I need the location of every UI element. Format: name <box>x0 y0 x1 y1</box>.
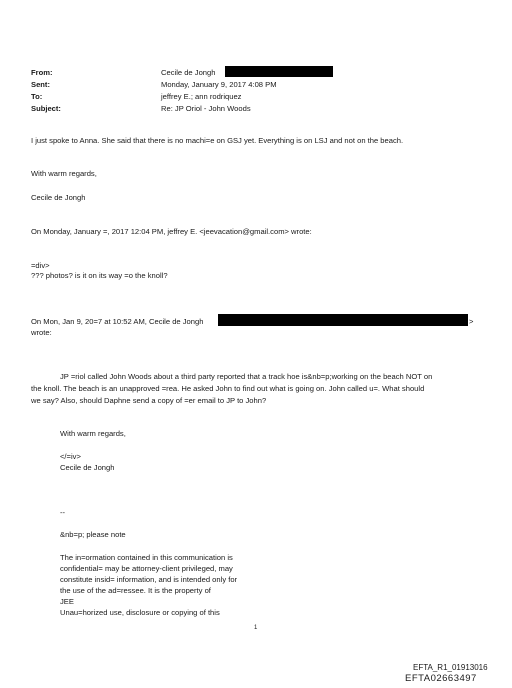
notice-line: constitute insid= information, and is intended only for <box>60 575 238 584</box>
notice-line: Unau=horized use, disclosure or copying of this <box>60 608 220 617</box>
notice-line: The in=ormation contained in this communication is <box>60 553 233 562</box>
quote-wrote: wrote: <box>31 328 52 337</box>
subject-value: Re: JP Oriol - John Woods <box>161 104 251 113</box>
regards-line: With warm regards, <box>60 429 126 438</box>
signature-name: Cecile de Jongh <box>60 463 115 472</box>
redaction-bar <box>225 66 333 77</box>
from-label: From: <box>31 68 53 77</box>
question-line: ??? photos? is it on its way =o the knoll? <box>31 271 168 280</box>
email-paragraph-line: we say? Also, should Daphne send a copy of =er email to JP to John? <box>31 396 267 405</box>
div-tag-text: =div> <box>31 261 50 270</box>
notice-line: the use of the ad=ressee. It is the property of <box>60 586 211 595</box>
please-note-line: &nb=p; please note <box>60 530 126 539</box>
to-value: jeffrey E.; ann rodriquez <box>161 92 242 101</box>
close-div-text: </=iv> <box>60 452 81 461</box>
sent-label: Sent: <box>31 80 50 89</box>
quote-intro-2: On Mon, Jan 9, 20=7 at 10:52 AM, Cecile de Jongh <box>31 317 204 326</box>
quote-intro: On Monday, January =, 2017 12:04 PM, jeffrey E. <jeevacation@gmail.com> wrote: <box>31 227 312 236</box>
notice-line: confidential= may be attorney-client privileged, may <box>60 564 233 573</box>
subject-label: Subject: <box>31 104 61 113</box>
body-paragraph: I just spoke to Anna. She said that there is no machi=e on GSJ yet. Everything is on LSJ and not on the beach. <box>31 136 404 145</box>
regards-line: With warm regards, <box>31 169 97 178</box>
signature-name: Cecile de Jongh <box>31 193 86 202</box>
email-paragraph-line: JP =riol called John Woods about a third party reported that a track hoe is&nb=p;working on the beach NOT on <box>60 372 433 381</box>
redaction-bar <box>218 314 468 326</box>
from-value: Cecile de Jongh <box>161 68 216 77</box>
to-label: To: <box>31 92 43 101</box>
page-number: 1 <box>254 625 258 631</box>
quote-intro-2-end: > <box>469 317 474 326</box>
signature-dashes: -- <box>60 508 66 517</box>
efta-reference: EFTA02663497 <box>405 673 477 684</box>
efta-reference: EFTA_R1_01913016 <box>413 663 488 672</box>
notice-line: JEE <box>60 597 74 606</box>
sent-value: Monday, January 9, 2017 4:08 PM <box>161 80 277 89</box>
email-paragraph-line: the knoll. The beach is an unapproved =rea. He asked John to find out what is going on. John called u=. What should <box>31 384 425 393</box>
